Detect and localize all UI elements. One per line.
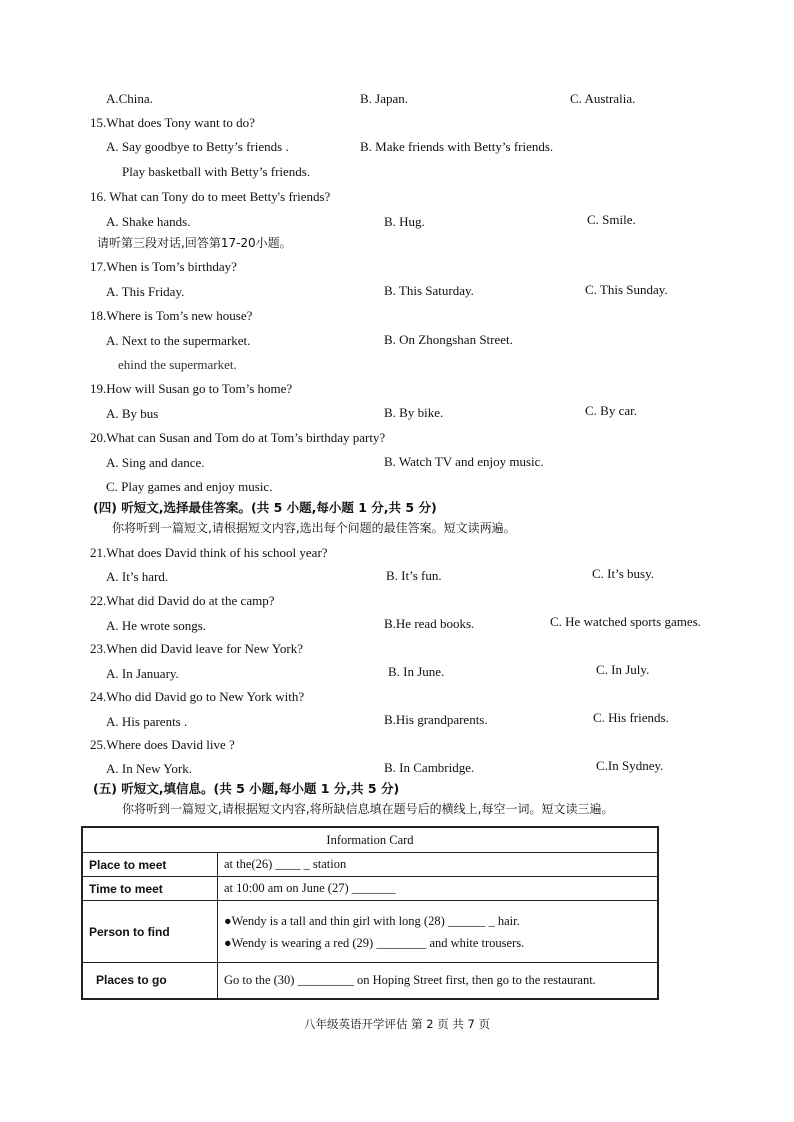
- card-label-places-to-go: Places to go: [82, 963, 218, 999]
- q19-option-a: A. By bus: [106, 406, 159, 421]
- q24-option-b: B.His grandparents.: [384, 712, 488, 727]
- section4-instruction: 你将听到一篇短文,请根据短文内容,选出每个问题的最佳答案。短文读两遍。: [112, 521, 516, 535]
- q17-option-b: B. This Saturday.: [384, 283, 474, 298]
- q23-option-c: C. In July.: [596, 662, 650, 677]
- card-value-place-to-meet: at the(26) ____ _ station: [218, 853, 659, 877]
- q24-stem: 24.Who did David go to New York with?: [90, 689, 305, 704]
- q22-stem: 22.What did David do at the camp?: [90, 593, 275, 608]
- q19-stem: 19.How will Susan go to Tom’s home?: [90, 381, 293, 396]
- section5-title: (五) 听短文,填信息。(共 5 小题,每小题 1 分,共 5 分): [93, 781, 400, 796]
- card-bullet-clothes: ●Wendy is wearing a red (29) ________ and white trousers.: [224, 935, 525, 950]
- card-value-person-to-find: [218, 901, 659, 963]
- q21-option-c: C. It’s busy.: [592, 566, 654, 581]
- information-card: [81, 826, 659, 1000]
- q17-option-c: C. This Sunday.: [585, 282, 668, 297]
- q14-option-b: B. Japan.: [360, 91, 409, 106]
- dialog3-instruction: 请听第三段对话,回答第17-20小题。: [97, 236, 292, 250]
- card-bullet-hair: ●Wendy is a tall and thin girl with long (28) ______ _ hair.: [224, 913, 520, 928]
- q20-option-a: A. Sing and dance.: [106, 455, 205, 470]
- card-caption: Information Card: [82, 827, 658, 853]
- q18-option-b: B. On Zhongshan Street.: [384, 332, 513, 347]
- q17-stem: 17.When is Tom’s birthday?: [90, 259, 237, 274]
- q15-option-c: Play basketball with Betty’s friends.: [122, 164, 311, 179]
- q20-stem: 20.What can Susan and Tom do at Tom’s birthday party?: [90, 430, 386, 445]
- q25-option-c: C.In Sydney.: [596, 758, 664, 773]
- q21-stem: 21.What does David think of his school year?: [90, 545, 328, 560]
- q15-option-a: A. Say goodbye to Betty’s friends .: [106, 139, 289, 154]
- card-value-places-to-go: Go to the (30) _________ on Hoping Street first, then go to the restaurant.: [218, 963, 659, 999]
- q16-stem: 16. What can Tony do to meet Betty's friends?: [90, 189, 331, 204]
- q18-option-c: ehind the supermarket.: [118, 357, 237, 372]
- q18-stem: 18.Where is Tom’s new house?: [90, 308, 253, 323]
- q21-option-a: A. It’s hard.: [106, 569, 169, 584]
- page-footer: 八年级英语开学评估 第 2 页 共 7 页: [303, 1017, 491, 1031]
- section5-instruction: 你将听到一篇短文,请根据短文内容,将所缺信息填在题号后的横线上,每空一词。短文读三遍。: [122, 802, 614, 816]
- q21-option-b: B. It’s fun.: [386, 568, 442, 583]
- section4-title: (四) 听短文,选择最佳答案。(共 5 小题,每小题 1 分,共 5 分): [93, 500, 437, 515]
- q18-option-a: A. Next to the supermarket.: [106, 333, 251, 348]
- card-label-place-to-meet: Place to meet: [82, 853, 218, 877]
- q14-option-c: C. Australia.: [570, 91, 636, 106]
- card-value-time-to-meet: at 10:00 am on June (27) _______: [218, 877, 659, 901]
- q19-option-b: B. By bike.: [384, 405, 444, 420]
- q22-option-b: B.He read books.: [384, 616, 475, 631]
- q25-option-a: A. In New York.: [106, 761, 192, 776]
- q24-option-c: C. His friends.: [593, 710, 669, 725]
- q14-option-a: A.China.: [106, 91, 153, 106]
- q19-option-c: C. By car.: [585, 403, 637, 418]
- q15-option-b: B. Make friends with Betty’s friends.: [360, 139, 554, 154]
- card-label-time-to-meet: Time to meet: [82, 877, 218, 901]
- q23-option-b: B. In June.: [388, 664, 445, 679]
- q16-option-c: C. Smile.: [587, 212, 636, 227]
- q20-option-c: C. Play games and enjoy music.: [106, 479, 273, 494]
- q22-option-c: C. He watched sports games.: [550, 614, 701, 629]
- q16-option-b: B. Hug.: [384, 214, 425, 229]
- q24-option-a: A. His parents .: [106, 714, 188, 729]
- q20-option-b: B. Watch TV and enjoy music.: [384, 454, 544, 469]
- q17-option-a: A. This Friday.: [106, 284, 185, 299]
- q15-stem: 15.What does Tony want to do?: [90, 115, 255, 130]
- q23-option-a: A. In January.: [106, 666, 179, 681]
- q16-option-a: A. Shake hands.: [106, 214, 191, 229]
- q22-option-a: A. He wrote songs.: [106, 618, 207, 633]
- q25-option-b: B. In Cambridge.: [384, 760, 475, 775]
- q25-stem: 25.Where does David live ?: [90, 737, 235, 752]
- q23-stem: 23.When did David leave for New York?: [90, 641, 304, 656]
- card-label-person-to-find: Person to find: [82, 901, 218, 963]
